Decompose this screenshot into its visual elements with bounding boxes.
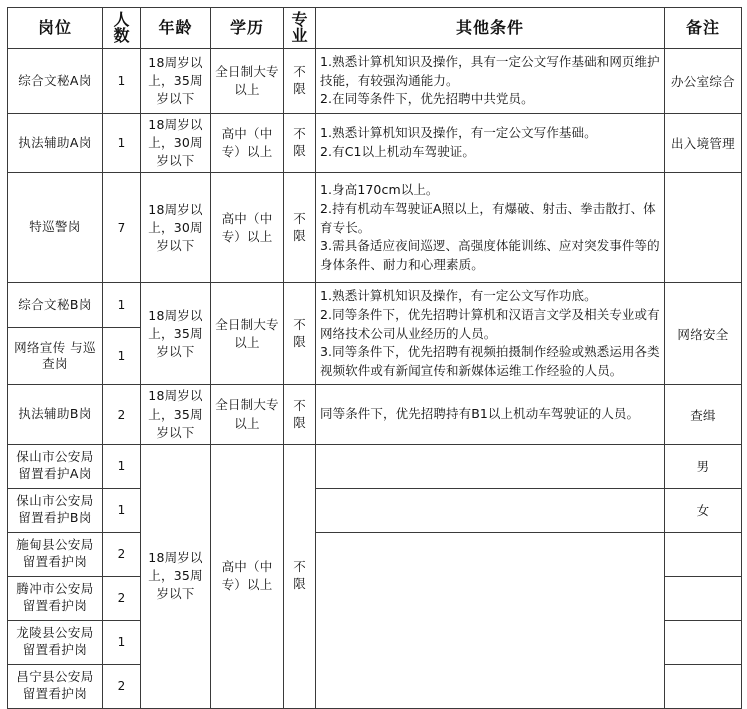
cell-education: 全日制大专以上	[211, 49, 284, 114]
condition-line: 1.熟悉计算机知识及操作，具有一定公文写作基础和网页维护技能，有较强沟通能力。	[320, 53, 660, 88]
column-header-count-line1: 人	[113, 10, 130, 29]
cell-age: 18周岁以上，35周岁以下	[141, 385, 211, 444]
cell-count: 1	[103, 444, 141, 488]
cell-post: 综合文秘B岗	[8, 283, 103, 328]
cell-major-line1: 不	[293, 397, 306, 413]
cell-major-line2: 限	[293, 143, 306, 159]
cell-post	[8, 532, 103, 576]
cell-other-conditions	[316, 385, 665, 444]
cell-remark	[665, 173, 742, 283]
cell-post-line2: 留置看护岗	[22, 598, 88, 614]
cell-other-conditions	[316, 173, 665, 283]
recruitment-table-page	[0, 7, 747, 702]
condition-line: 同等条件下，优先招聘持有B1以上机动车驾驶证的人员。	[320, 406, 640, 422]
cell-age: 18周岁以上，30周岁以下	[141, 173, 211, 283]
condition-line: 2.在同等条件下，优先招聘中共党员。	[320, 91, 534, 107]
cell-post-line2: 留置看护岗	[22, 686, 88, 702]
cell-remark: 男	[665, 444, 742, 488]
cell-major-line1: 不	[293, 64, 306, 80]
cell-count: 7	[103, 173, 141, 283]
cell-major-line1: 不	[293, 317, 306, 332]
cell-remark	[665, 576, 742, 620]
cell-post	[8, 444, 103, 488]
cell-post-line1: 龙陵县公安局	[16, 625, 94, 641]
column-header-education: 学历	[211, 8, 284, 49]
cell-count: 2	[103, 532, 141, 576]
cell-post: 特巡警岗	[8, 173, 103, 283]
cell-age: 18周岁以上，35周岁以下	[141, 283, 211, 385]
cell-post-line2: 与巡查岗	[42, 339, 96, 372]
cell-major-line1: 不	[293, 211, 306, 226]
cell-post-line1: 保山市公安局	[16, 449, 94, 465]
cell-post-line2: 留置看护B岗	[18, 510, 92, 526]
cell-post-line2: 留置看护岗	[22, 642, 88, 658]
cell-count: 2	[103, 664, 141, 708]
cell-major	[284, 173, 316, 283]
column-header-major-line1: 专	[291, 10, 308, 29]
cell-post-line2: 留置看护岗	[22, 554, 88, 570]
cell-count: 1	[103, 49, 141, 114]
column-header-other-conditions: 其他条件	[316, 8, 665, 49]
column-header-age: 年龄	[141, 8, 211, 49]
cell-post	[8, 488, 103, 532]
cell-post: 执法辅助B岗	[8, 385, 103, 444]
cell-remark	[665, 664, 742, 708]
cell-other-conditions	[316, 488, 665, 532]
condition-line: 3.需具备适应夜间巡逻、高强度体能训练、应对突发事件等的身体条件、耐力和心理素质。	[320, 238, 660, 272]
table-row	[8, 283, 742, 328]
header-row	[8, 8, 742, 49]
cell-post	[8, 576, 103, 620]
cell-major	[284, 114, 316, 173]
condition-line: 1.熟悉计算机知识及操作，有一定公文写作功底。	[320, 288, 597, 303]
cell-count: 2	[103, 576, 141, 620]
cell-post-line1: 保山市公安局	[16, 493, 94, 509]
cell-major-line2: 限	[293, 333, 306, 349]
cell-other-conditions	[316, 283, 665, 385]
cell-post-line1: 昌宁县公安局	[16, 669, 94, 685]
cell-count: 1	[103, 328, 141, 385]
cell-major	[284, 444, 316, 708]
table-row	[8, 114, 742, 173]
cell-post-line1: 施甸县公安局	[16, 537, 94, 553]
cell-other-conditions	[316, 444, 665, 488]
table-row	[8, 532, 742, 576]
cell-education: 高中（中专）以上	[211, 114, 284, 173]
cell-remark	[665, 532, 742, 576]
cell-major-line1: 不	[293, 559, 306, 575]
cell-major	[284, 49, 316, 114]
cell-post-line2: 留置看护A岗	[18, 466, 92, 482]
cell-remark: 网络安全	[665, 283, 742, 385]
cell-age: 18周岁以上，30周岁以下	[141, 114, 211, 173]
condition-line: 2.持有机动车驾驶证A照以上，有爆破、射击、拳击散打、体育专长。	[320, 200, 656, 235]
cell-count: 1	[103, 620, 141, 664]
cell-post	[8, 664, 103, 708]
cell-post	[8, 620, 103, 664]
cell-count: 1	[103, 488, 141, 532]
cell-remark: 办公室综合	[665, 49, 742, 114]
cell-education: 高中（中专）以上	[211, 173, 284, 283]
column-header-count-line2: 数	[113, 26, 130, 45]
cell-count: 1	[103, 283, 141, 328]
table-body	[8, 49, 742, 709]
cell-major-line2: 限	[293, 81, 306, 96]
table-row	[8, 49, 742, 114]
cell-count: 2	[103, 385, 141, 444]
condition-line: 1.身高170cm以上。	[320, 182, 439, 197]
column-header-post: 岗位	[8, 8, 103, 49]
cell-other-conditions	[316, 532, 665, 708]
recruitment-positions-table	[7, 7, 742, 709]
table-row	[8, 488, 742, 532]
cell-education: 全日制大专以上	[211, 385, 284, 444]
cell-major-line2: 限	[293, 414, 306, 430]
cell-age: 18周岁以上，35周岁以下	[141, 444, 211, 708]
cell-education: 全日制大专以上	[211, 283, 284, 385]
column-header-major-line2: 业	[291, 26, 308, 45]
table-row	[8, 173, 742, 283]
condition-line: 2.有C1以上机动车驾驶证。	[320, 144, 476, 160]
table-header	[8, 8, 742, 49]
table-row	[8, 444, 742, 488]
condition-line: 2.同等条件下，优先招聘计算机和汉语言文学及相关专业或有网络技术公司从业经历的人员。	[320, 306, 660, 341]
cell-major	[284, 283, 316, 385]
column-header-major	[284, 8, 316, 49]
condition-line: 1.熟悉计算机知识及操作，有一定公文写作基础。	[320, 125, 597, 141]
cell-remark: 女	[665, 488, 742, 532]
table-row	[8, 385, 742, 444]
cell-age: 18周岁以上，35周岁以下	[141, 49, 211, 114]
cell-post: 综合文秘A岗	[8, 49, 103, 114]
cell-remark	[665, 620, 742, 664]
cell-count: 1	[103, 114, 141, 173]
column-header-remark: 备注	[665, 8, 742, 49]
cell-remark: 出入境管理	[665, 114, 742, 173]
cell-post	[8, 328, 103, 385]
cell-other-conditions	[316, 114, 665, 173]
cell-remark: 查缉	[665, 385, 742, 444]
cell-post-line1: 腾冲市公安局	[16, 581, 94, 597]
cell-education: 高中（中专）以上	[211, 444, 284, 708]
cell-other-conditions	[316, 49, 665, 114]
cell-major-line2: 限	[293, 227, 306, 243]
cell-major	[284, 385, 316, 444]
cell-major-line2: 限	[293, 576, 306, 592]
cell-major-line1: 不	[293, 126, 306, 142]
cell-post: 执法辅助A岗	[8, 114, 103, 173]
column-header-count	[103, 8, 141, 49]
condition-line: 3.同等条件下，优先招聘有视频拍摄制作经验或熟悉运用各类视频软件或有新闻宣传和新媒体运维工作经验的人员。	[320, 344, 660, 378]
cell-post-line1: 网络宣传	[14, 339, 66, 355]
